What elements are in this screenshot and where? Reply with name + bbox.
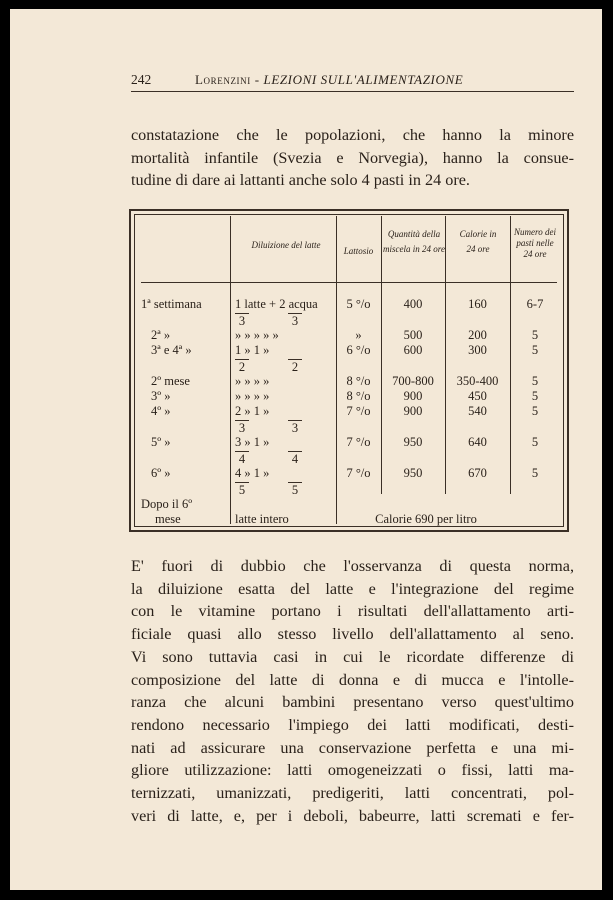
row-calories: 200	[468, 328, 487, 342]
body-paragraph	[131, 555, 574, 827]
header-numero: Numero dei pasti nelle 24 ore	[514, 227, 556, 259]
header-calorie: Calorie in 24 ore	[459, 229, 497, 254]
row-quantity: 500	[403, 328, 423, 342]
text-line: rendono necessario l'impiego dei latti modificati, desti-	[131, 715, 574, 734]
fraction-denominator: 4	[291, 452, 299, 466]
fraction-denominator: 5	[291, 483, 299, 497]
row-dilution: » » » »	[235, 374, 270, 388]
fraction-denominator: 4	[238, 452, 246, 466]
row-quantity: 700-800	[392, 374, 434, 388]
row-dilution: 3 » 1 »	[235, 435, 270, 449]
row-period: 2º mese	[151, 374, 190, 388]
row-period: 3º »	[151, 389, 171, 403]
row-period: 4º »	[151, 404, 171, 418]
text-line: gliore utilizzazione: latti omogeneizzati o fissi, latti ma-	[131, 761, 574, 780]
row-calories: 300	[468, 343, 487, 357]
row-meals: 6-7	[526, 297, 544, 311]
row-period: 3ª e 4ª »	[151, 343, 192, 357]
row-meals: 5	[531, 343, 539, 357]
header-lattosio: Lattosio	[343, 246, 374, 256]
row-quantity: 600	[403, 343, 423, 357]
fraction-denominator: 3	[291, 314, 299, 328]
row-meals: 5	[531, 328, 539, 342]
last-row-dilution: latte intero	[235, 512, 289, 526]
text-line: la diluizione esatta del latte e l'integrazione del regime	[131, 579, 574, 598]
row-quantity: 950	[403, 435, 423, 449]
row-lactose: 7 °/o	[346, 466, 371, 480]
row-period: 5º »	[151, 435, 171, 449]
text-line: Vi sono tuttavia casi in cui le ricordate differenze di	[131, 647, 574, 666]
book-title: LEZIONI SULL'ALIMENTAZIONE	[263, 72, 464, 87]
row-quantity: 900	[403, 404, 423, 418]
row-meals: 5	[531, 466, 539, 480]
feeding-table	[129, 209, 569, 532]
row-meals: 5	[531, 374, 539, 388]
text-line: ficiale quasi allo stesso livello dell'allattamento al seno.	[131, 625, 574, 644]
fraction-denominator: 3	[291, 421, 299, 435]
author-name: Lorenzini	[195, 72, 251, 87]
text-line: con le vitamine portano i risultati dell'allattamento arti-	[131, 602, 574, 621]
row-quantity: 900	[403, 389, 423, 403]
fraction-denominator: 2	[238, 360, 246, 374]
row-calories: 670	[468, 466, 487, 480]
fraction-denominator: 2	[291, 360, 299, 374]
book-page	[10, 9, 602, 890]
row-dilution: 2 » 1 »	[235, 404, 270, 418]
row-period: 2ª »	[151, 328, 171, 342]
text-line: mortalità infantile (Svezia e Norvegia), hanno la consue-	[131, 148, 574, 167]
header-diluizione: Diluizione del latte	[251, 240, 321, 250]
row-dilution: » » » » »	[235, 328, 279, 342]
row-dilution: 1 latte + 2 acqua	[235, 297, 318, 311]
header-rule	[141, 282, 557, 283]
row-lactose: »	[355, 328, 362, 342]
row-meals: 5	[531, 389, 539, 403]
row-quantity: 950	[403, 466, 423, 480]
row-lactose: 7 °/o	[346, 404, 371, 418]
fraction-denominator: 5	[238, 483, 246, 497]
row-meals: 5	[531, 435, 539, 449]
header-separator: -	[250, 72, 264, 87]
row-meals: 5	[531, 404, 539, 418]
row-period: 1ª settimana	[141, 297, 202, 311]
intro-paragraph	[131, 124, 574, 192]
column-rule	[230, 216, 231, 524]
row-dilution: 1 » 1 »	[235, 343, 270, 357]
text-line: constatazione che le popolazioni, che hanno la minore	[131, 126, 574, 144]
row-calories: 540	[468, 404, 487, 418]
fraction-denominator: 3	[238, 314, 246, 328]
row-lactose: 8 °/o	[346, 374, 371, 388]
row-calories: 350-400	[456, 374, 499, 388]
text-line: E' fuori di dubbio che l'osservanza di questa norma,	[131, 557, 574, 575]
fraction-denominator: 3	[238, 421, 246, 435]
text-line: ternizzati, umanizzati, predigeriti, latti concentrati, pol-	[131, 784, 574, 803]
row-calories: 450	[468, 389, 487, 403]
text-line: veri di latte, e, per i deboli, babeurre, latti scremati e fer-	[131, 806, 574, 825]
header-quantita: Quantità della miscela in 24 ore	[383, 229, 445, 254]
row-lactose: 8 °/o	[346, 389, 371, 403]
row-quantity: 400	[403, 297, 423, 311]
row-period: 6º »	[151, 466, 171, 480]
running-title	[195, 72, 463, 88]
last-row-period: Dopo il 6º	[141, 497, 193, 511]
text-line: ranza che alcuni bambini presentano verso quest'ultimo	[131, 693, 574, 712]
page-number: 242	[131, 72, 152, 87]
row-calories: 640	[468, 435, 487, 449]
row-dilution: 4 » 1 »	[235, 466, 270, 480]
row-lactose: 5 °/o	[346, 297, 371, 311]
running-header	[131, 67, 574, 92]
text-line: nati ad assicurare una conservazione perfetta e una mi-	[131, 738, 574, 757]
last-row-period: mese	[155, 512, 181, 526]
text-line: composizione del latte di donna e di mucca e l'intolle-	[131, 670, 574, 689]
row-lactose: 7 °/o	[346, 435, 371, 449]
text-line: tudine di dare ai lattanti anche solo 4 pasti in 24 ore.	[131, 171, 470, 190]
row-calories: 160	[468, 297, 487, 311]
last-row-calories: Calorie 690 per litro	[375, 512, 477, 526]
row-dilution: » » » »	[235, 389, 270, 403]
row-lactose: 6 °/o	[346, 343, 371, 357]
